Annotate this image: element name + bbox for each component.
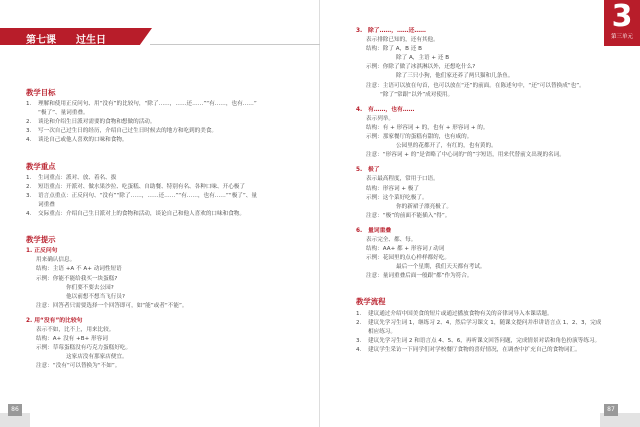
right-column: 3. 除了……，……还…… 表示排除已知的，还有其他。 结构：除了 A，B 还 B 除了 A，主语 + 还 B 示例：你除了做了冰淇淋以外，还想吃什么? 除了三只小狗，他们家还养了两只猫和几条鱼。 注意：主语可以放在句首，也可以放在“还”的前面。在陈述句中，“还”可以替换成“也”。 “除了”常跟“以外”成对使用。 4. 有……，也有…… 表示列举。 结构：有 + 形容词 + 的，也有 + 形容词 + 的。 示例：那家餐厅的蛋糕有甜的，也有咸的。 公园里的花都开了，有红的，也有黄的。 注意：“形容词 + 的”是省略了中心词的“的”字短语，用来代替前文出现的名词。 5. 极了 表示最高程度，常用于口语。 结构：形容词 + 极了 示例：这个菜好吃极了。 你的新裙子漂亮极了。 注意：“极”的前面不能插入“得”。 6. 量词重叠 表示完全、都、每。 结构：AA+ 都 + 形容词 / 动词 示例：花园里的点心样样都好吃。 最后一个星期，我们天天都有考试。 注意：量词重叠后面一般跟“都”作为符合。 教学流程 1. 建议通过介绍中国美食的短片或通过播放食物有关的音律词导入本课话题。 2. 建议先学习生词 1，继练习 2、4，然后学习课文 1，随课文提问并串讲语言点 1、2、3，完成 相应练习。 3. 建议先学习生词 2 和语言点 4、5、6，再听课文回答问题，完成情景对话和角色扮演等练习。 4. 建议学生采访一下同学们对学校餐厅食物的喜好情况，在调查中扩充自己的食物词汇。 bbox=[356, 27, 626, 355]
tip4-line: 结构：有 + 形容词 + 的，也有 + 形容词 + 的。 bbox=[366, 124, 489, 131]
banner-rule bbox=[150, 44, 320, 45]
objective-item-text: 写一次自己过生日的经历，介绍自己过生日时候去的地方和吃到的美食。 bbox=[38, 128, 218, 135]
objective-item bbox=[26, 100, 296, 109]
procedure-item bbox=[356, 337, 626, 346]
tip4-line: 示例：那家餐厅的蛋糕有甜的，也有咸的。 bbox=[366, 134, 473, 141]
key-point-item-text: 语言点重点：正反问句、“没有”“除了……，……还……”“有……，也有……”“极了”、量 bbox=[38, 192, 257, 199]
key-point-item bbox=[26, 183, 296, 192]
objective-item-text: 谈论和介绍生日派对需要的食物和想做的活动。 bbox=[38, 119, 156, 126]
tip1-example: 你们要不要去公园? bbox=[66, 284, 114, 291]
objective-item bbox=[26, 109, 296, 118]
objectives-heading: 教学目标 bbox=[26, 88, 56, 97]
tip4-note: 注意：“形容词 + 的”是省略了中心词的“的”字短语，用来代替前文出现的名词。 bbox=[366, 152, 565, 159]
page-number-right: 87 bbox=[604, 404, 618, 416]
key-point-item-text: 短语重点：开派对、做水果沙拉、吃蛋糕、自助餐、特别有名、各种口味、开心极了 bbox=[38, 183, 245, 190]
tip3-title: 除了……，……还…… bbox=[368, 28, 426, 34]
procedure-item-number: 3. bbox=[356, 337, 362, 344]
procedure-item-text: 建议先学习生词 2 和语言点 4、5、6，再听课文回答问题，完成情景对话和角色扮演等练习。 bbox=[368, 337, 601, 344]
right-page bbox=[320, 0, 640, 427]
procedure-item bbox=[356, 346, 626, 355]
procedure-item-text: 相应练习。 bbox=[368, 328, 396, 335]
objective-item bbox=[26, 118, 296, 127]
key-point-item-number bbox=[26, 201, 38, 210]
tip2-note: 注意：“没有”可以替换为“不如”。 bbox=[36, 363, 121, 370]
unit-number: 3 bbox=[611, 0, 633, 34]
tip5-line: 表示最高程度，常用于口语。 bbox=[366, 176, 439, 183]
tips-heading: 教学提示 bbox=[26, 235, 56, 245]
objective-item-text: 理解和使用正反问句、用“没有”的比较句，“除了……，……还……”“有……，也有……” bbox=[38, 101, 257, 108]
tip3-note: 注意：主语可以放在句首，也可以放在“还”的前面。在陈述句中，“还”可以替换成“也”。 bbox=[366, 82, 585, 89]
key-point-item-text: 生词重点：派对、放、着名、拔 bbox=[38, 174, 117, 181]
tip2-title: 2. 用“没有”的比较句 bbox=[26, 317, 83, 324]
tip3-line: 表示排除已知的，还有其他。 bbox=[366, 37, 439, 44]
procedure-item-number: 2. bbox=[356, 319, 362, 326]
key-point-item-text: 词重叠 bbox=[38, 201, 55, 208]
procedure-item-text: 建议先学习生词 1，继练习 2、4，然后学习课文 1，随课文提问并串讲语言点 1、2、3，完成 bbox=[368, 319, 602, 326]
tip1-title: 1. 正反问句 bbox=[26, 248, 58, 255]
tip3-example: 除了 A，主语 + 还 B bbox=[396, 55, 450, 62]
tip2-line: 结构：A+ 没有 +B+ 形容词 bbox=[36, 336, 108, 343]
lesson-title: 过生日 bbox=[76, 35, 106, 46]
tip2-line: 示例：草莓蛋糕没有巧克力蛋糕好吃。 bbox=[36, 345, 132, 352]
objective-item-number: 4. bbox=[26, 137, 32, 144]
tip4-title: 有……，也有…… bbox=[368, 106, 415, 113]
key-point-item bbox=[26, 174, 296, 183]
tip5-title: 极了 bbox=[368, 167, 380, 174]
tip6-line: 表示完全、都、每。 bbox=[366, 236, 417, 243]
tip3-note: “除了”常跟“以外”成对使用。 bbox=[380, 91, 454, 98]
unit-label: 第三单元 bbox=[610, 34, 633, 40]
tip3-line: 结构：除了 A，B 还 B bbox=[366, 46, 422, 53]
tip4-line: 表示列举。 bbox=[366, 115, 394, 122]
objective-item-number: 2. bbox=[26, 119, 32, 126]
tip2-example: 这家店没有那家店便宜。 bbox=[66, 354, 128, 361]
tip1-line: 示例：你能不能给我买一块蛋糕? bbox=[36, 275, 118, 282]
procedure-item-text: 建议学生采访一下同学们对学校餐厅食物的喜好情况，在调查中扩充自己的食物词汇。 bbox=[368, 346, 581, 353]
tip5-line: 示例：这个菜好吃极了。 bbox=[366, 194, 428, 201]
procedure-item bbox=[356, 319, 626, 328]
objective-item-number: 1. bbox=[26, 101, 32, 108]
key-points-list bbox=[26, 174, 296, 219]
key-point-item-number: 2. bbox=[26, 183, 32, 190]
procedure-item-text: 建议通过介绍中国美食的短片或通过播放食物有关的音律词导入本课话题。 bbox=[368, 310, 553, 317]
tip2-line: 表示不如，比不上，用来比较。 bbox=[36, 326, 115, 333]
tip6-line: 示例：花园里的点心样样都好吃。 bbox=[366, 255, 450, 262]
tip5-example: 你的新裙子漂亮极了。 bbox=[396, 203, 452, 210]
objective-item-text: “极了”、量词重叠。 bbox=[38, 110, 89, 117]
key-points-heading: 教学重点 bbox=[26, 161, 56, 171]
key-point-item-number: 3. bbox=[26, 192, 32, 199]
tip1-example: 他以前想不想当飞行员? bbox=[66, 293, 125, 300]
tip6-title: 量词重叠 bbox=[368, 227, 392, 234]
key-point-item bbox=[26, 192, 296, 201]
tip6-line: 结构：AA+ 都 + 形容词 / 动词 bbox=[366, 246, 445, 253]
lesson-number: 第七课 bbox=[26, 35, 56, 46]
left-column bbox=[26, 84, 296, 371]
key-point-item-text: 交际重点：介绍自己生日派对上的食物和活动，谈论自己和他人喜欢的口味和食物。 bbox=[38, 211, 245, 218]
tip6-note: 注意：量词重叠后面一般跟“都”作为符合。 bbox=[366, 273, 473, 280]
tip4-example: 公园里的花都开了，有红的，也有黄的。 bbox=[396, 143, 497, 150]
tip1-line: 用来确认信息。 bbox=[36, 257, 76, 264]
procedure-item bbox=[356, 310, 626, 319]
objective-item bbox=[26, 136, 296, 145]
tip5-note: 注意：“极”的前面不能插入“得”。 bbox=[366, 212, 451, 219]
procedure-item-number: 4. bbox=[356, 346, 362, 353]
objective-item-number: 3. bbox=[26, 128, 32, 135]
tip6-example: 最后一个星期，我们天天都有考试。 bbox=[396, 264, 486, 271]
objective-item-number bbox=[26, 109, 38, 118]
key-point-item bbox=[26, 201, 296, 210]
objective-item-text: 谈论自己或他人喜欢的口味和食物。 bbox=[38, 137, 128, 144]
procedure-list bbox=[356, 310, 626, 355]
key-point-item-number: 4. bbox=[26, 211, 32, 218]
objective-item bbox=[26, 127, 296, 136]
objectives-list bbox=[26, 100, 296, 145]
procedure-heading: 教学流程 bbox=[356, 297, 386, 307]
procedure-item-number bbox=[356, 328, 368, 337]
tip3-example: 除了三只小狗，他们家还养了两只猫和几条鱼。 bbox=[396, 73, 514, 80]
procedure-item-number: 1. bbox=[356, 310, 362, 317]
page-number-left: 86 bbox=[8, 404, 22, 416]
procedure-item bbox=[356, 328, 626, 337]
tip1-line: 结构：主语 +A 不 A+ 动词性短语 bbox=[36, 266, 122, 273]
tip1-note: 注意：回答者只需要选择一个回答即可，如“能”或者“不能”。 bbox=[36, 302, 188, 309]
tip5-line: 结构：形容词 + 极了 bbox=[366, 185, 419, 192]
key-point-item bbox=[26, 210, 296, 219]
tip3-line: 示例：你除了做了冰淇淋以外，还想吃什么? bbox=[366, 64, 476, 71]
key-point-item-number: 1. bbox=[26, 174, 32, 181]
